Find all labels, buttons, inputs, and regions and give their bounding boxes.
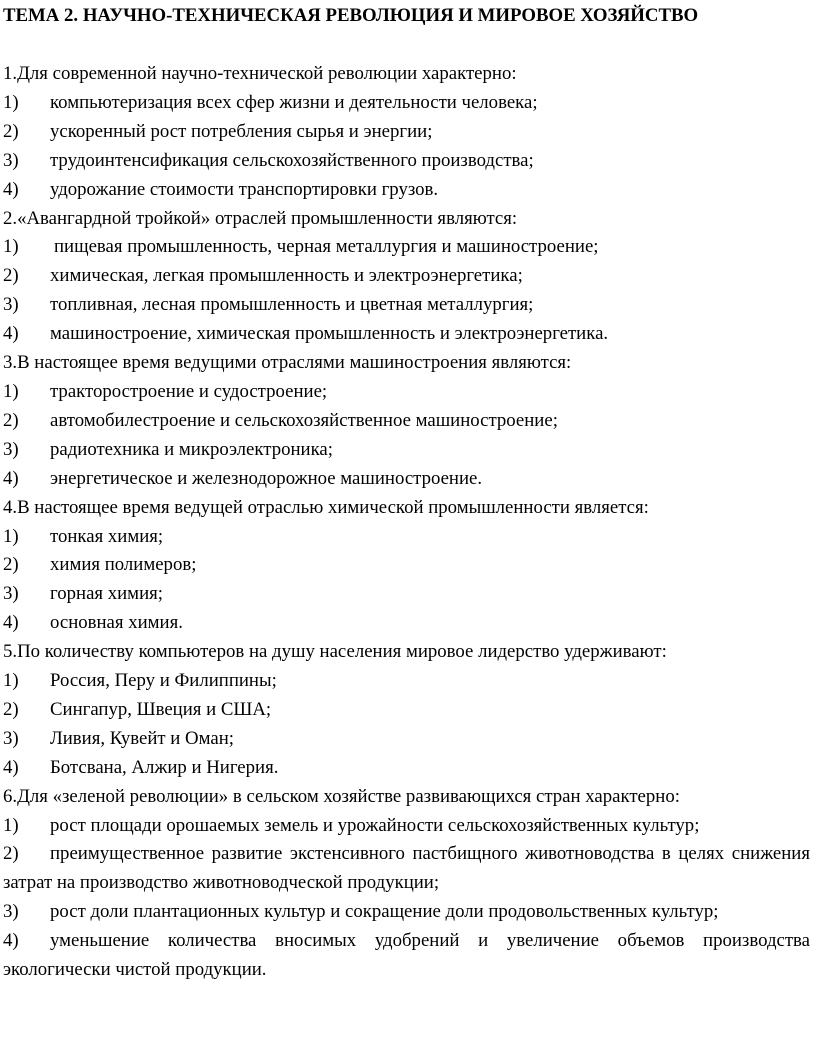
option-text: машиностроение, химическая промышленность и электроэнергетика. bbox=[50, 323, 609, 345]
option-number: 3) bbox=[3, 901, 19, 923]
option-text: Ботсвана, Алжир и Нигерия. bbox=[50, 756, 279, 778]
option-number: 2) bbox=[3, 265, 19, 287]
option-4-4 bbox=[3, 609, 810, 638]
option-number: 1) bbox=[3, 670, 19, 692]
option-number: 1) bbox=[3, 380, 19, 402]
option-3-4 bbox=[3, 465, 810, 494]
option-text: тонкая химия; bbox=[50, 525, 164, 547]
option-text: основная химия. bbox=[50, 612, 183, 634]
option-number: 4) bbox=[3, 178, 19, 200]
option-4-1 bbox=[3, 523, 810, 552]
option-6-4 bbox=[3, 927, 810, 985]
option-6-3 bbox=[3, 898, 810, 927]
option-number: 1) bbox=[3, 236, 19, 258]
option-4-3 bbox=[3, 580, 810, 609]
option-number: 4) bbox=[3, 756, 19, 778]
option-6-1 bbox=[3, 812, 810, 841]
option-text: горная химия; bbox=[50, 583, 163, 605]
option-text: химия полимеров; bbox=[50, 554, 197, 576]
option-text: тракторостроение и судостроение; bbox=[50, 380, 328, 402]
option-text: энергетическое и железнодорожное машиностроение. bbox=[50, 467, 483, 489]
option-text: преимущественное развитие экстенсивного пастбищного животноводства в целях снижения затрат на производство животноводческой продукции; bbox=[3, 843, 810, 894]
option-number: 3) bbox=[3, 438, 19, 460]
option-2-2 bbox=[3, 262, 810, 291]
option-text: рост площади орошаемых земель и урожайности сельскохозяйственных культур; bbox=[50, 814, 700, 836]
option-2-4 bbox=[3, 320, 810, 349]
option-number: 4) bbox=[3, 612, 19, 634]
option-number: 3) bbox=[3, 583, 19, 605]
option-1-3 bbox=[3, 147, 810, 176]
option-number: 2) bbox=[3, 120, 19, 142]
option-text: химическая, легкая промышленность и электроэнергетика; bbox=[50, 265, 523, 287]
question-1: 1.Для современной научно-технической революции характерно: bbox=[3, 63, 517, 84]
option-text: радиотехника и микроэлектроника; bbox=[50, 438, 333, 460]
option-3-3 bbox=[3, 436, 810, 465]
option-number: 3) bbox=[3, 149, 19, 171]
option-text: рост доли плантационных культур и сокращение доли продовольственных культур; bbox=[50, 901, 719, 923]
option-1-4 bbox=[3, 176, 810, 205]
option-1-1 bbox=[3, 89, 810, 118]
option-number: 3) bbox=[3, 294, 19, 316]
option-5-1 bbox=[3, 667, 810, 696]
question-5: 5.По количеству компьютеров на душу населения мировое лидерство удерживают: bbox=[3, 641, 667, 663]
option-number: 2) bbox=[3, 698, 19, 720]
question-6: 6.Для «зеленой революции» в сельском хозяйстве развивающихся стран характерно: bbox=[3, 785, 680, 807]
question-4: 4.В настоящее время ведущей отраслью химической промышленности является: bbox=[3, 496, 649, 518]
option-5-4 bbox=[3, 754, 810, 783]
option-text: Ливия, Кувейт и Оман; bbox=[50, 727, 234, 749]
option-number: 4) bbox=[3, 930, 19, 952]
option-text: удорожание стоимости транспортировки грузов. bbox=[50, 178, 439, 200]
question-3: 3.В настоящее время ведущими отраслями машиностроения являются: bbox=[3, 352, 572, 374]
option-text: уменьшение количества вносимых удобрений и увеличение объемов производства экологически чистой продукции. bbox=[3, 930, 810, 981]
option-number: 1) bbox=[3, 91, 19, 113]
option-text: компьютеризация всех сфер жизни и деятельности человека; bbox=[50, 91, 538, 113]
question-2: 2.«Авангардной тройкой» отраслей промышленности являются: bbox=[3, 207, 518, 229]
page-title: ТЕМА 2. НАУЧНО-ТЕХНИЧЕСКАЯ РЕВОЛЮЦИЯ И МИРОВОЕ ХОЗЯЙСТВО bbox=[3, 5, 699, 26]
option-4-2 bbox=[3, 551, 810, 580]
option-5-3 bbox=[3, 725, 810, 754]
option-text: пищевая промышленность, черная металлургия и машиностроение; bbox=[54, 236, 599, 258]
option-number: 4) bbox=[3, 323, 19, 345]
option-number: 2) bbox=[3, 843, 19, 865]
option-number: 1) bbox=[3, 525, 19, 547]
option-text: Сингапур, Швеция и США; bbox=[50, 698, 272, 720]
option-number: 1) bbox=[3, 814, 19, 836]
option-text: Россия, Перу и Филиппины; bbox=[50, 670, 277, 692]
option-number: 2) bbox=[3, 409, 19, 431]
option-3-1 bbox=[3, 378, 810, 407]
option-text: трудоинтенсификация сельскохозяйственного производства; bbox=[50, 149, 534, 171]
option-1-2 bbox=[3, 118, 810, 147]
option-3-2 bbox=[3, 407, 810, 436]
option-text: топливная, лесная промышленность и цветная металлургия; bbox=[50, 294, 534, 316]
option-5-2 bbox=[3, 696, 810, 725]
option-6-2 bbox=[3, 840, 810, 898]
option-text: автомобилестроение и сельскохозяйственное машиностроение; bbox=[50, 409, 558, 431]
option-number: 3) bbox=[3, 727, 19, 749]
option-text: ускоренный рост потребления сырья и энергии; bbox=[50, 120, 433, 142]
option-2-1 bbox=[3, 233, 810, 262]
option-number: 2) bbox=[3, 554, 19, 576]
option-2-3 bbox=[3, 291, 810, 320]
option-number: 4) bbox=[3, 467, 19, 489]
